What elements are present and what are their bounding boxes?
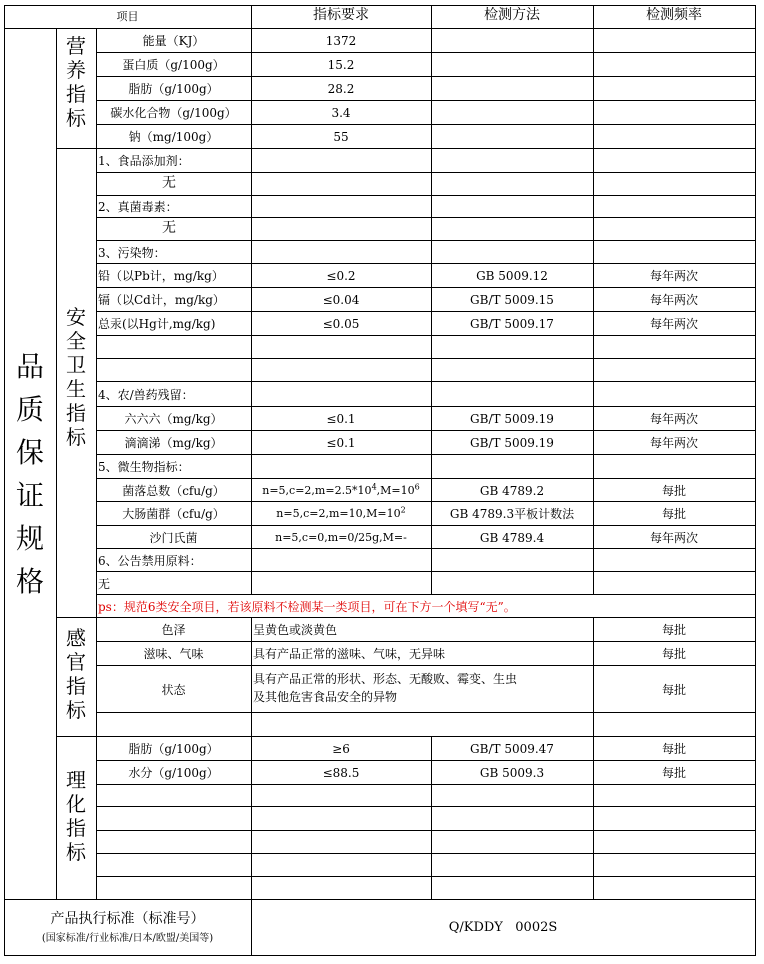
contaminant-method: GB/T 5009.15: [470, 293, 554, 307]
header-line: [4, 28, 755, 29]
column-divider: [431, 525, 432, 548]
physchem-frequency: 每批: [661, 766, 686, 780]
residue-item: 六六六（mg/kg）: [124, 412, 223, 426]
column-divider: [251, 381, 252, 406]
residue-requirement: ≤0.1: [326, 412, 356, 426]
column-divider: [251, 478, 252, 501]
column-divider: [593, 501, 594, 525]
header-method: 检测方法: [484, 7, 540, 23]
column-divider: [251, 148, 252, 172]
border-left: [4, 5, 5, 955]
nutrition-item: 蛋白质（g/100g）: [122, 58, 225, 72]
column-divider: [251, 617, 252, 641]
nutrition-end: [56, 148, 755, 149]
column-divider: [251, 548, 252, 571]
micro-frequency: 每批: [661, 507, 686, 521]
column-divider: [431, 853, 432, 876]
column-divider: [593, 172, 594, 195]
column-divider: [593, 406, 594, 430]
column-divider: [431, 148, 432, 172]
column-divider: [431, 287, 432, 311]
row-line: [96, 760, 755, 761]
column-divider: [431, 381, 432, 406]
column-divider: [593, 665, 594, 712]
section-title-contaminants: 3、污染物：: [98, 245, 166, 260]
nutrition-item: 脂肪（g/100g）: [128, 82, 219, 96]
sensory-requirement-line2: 及其他危害食品安全的异物: [253, 690, 398, 704]
column-divider: [431, 358, 432, 381]
physchem-method: GB 5009.3: [479, 766, 545, 780]
micro-requirement: n=5,c=0,m=0/25g,M=-: [275, 530, 407, 544]
row-line: [96, 335, 755, 336]
column-divider: [593, 381, 594, 406]
column-divider: [431, 124, 432, 148]
row-line: [96, 594, 755, 595]
column-divider: [251, 76, 252, 100]
column-divider: [251, 430, 252, 454]
sensory-requirement-line1: 具有产品正常的形状、形态、无酸败、霉变、生虫: [253, 672, 518, 686]
row-line: [96, 641, 755, 642]
column-divider: [593, 853, 594, 876]
micro-method: GB 4789.2: [479, 483, 545, 498]
footer-sublabel: (国家标准/行业标准/日本/欧盟/美国等): [41, 933, 214, 944]
contaminant-requirement: ≤0.05: [322, 317, 360, 331]
column-divider: [431, 736, 432, 760]
column-divider: [251, 406, 252, 430]
column-divider: [593, 52, 594, 76]
row-line: [96, 76, 755, 77]
column-divider: [431, 806, 432, 830]
column-divider: [431, 830, 432, 853]
sensory-item: 滋味、气味: [143, 647, 204, 661]
column-divider: [593, 100, 594, 124]
physchem-item: 水分（g/100g）: [128, 766, 219, 780]
column-divider: [431, 263, 432, 287]
micro-item: 大肠菌群（cfu/g）: [122, 507, 225, 521]
contaminant-frequency: 每年两次: [649, 269, 698, 283]
row-line: [96, 853, 755, 854]
section-title-mycotoxins: 2、真菌毒素：: [98, 200, 178, 214]
header-requirement: 指标要求: [313, 7, 369, 23]
column-divider: [593, 736, 594, 760]
nutrition-requirement: 28.2: [327, 82, 355, 96]
micro-frequency: 每批: [661, 483, 686, 498]
column-divider: [251, 195, 252, 217]
sensory-item: 状态: [161, 682, 186, 697]
column-divider: [431, 876, 432, 899]
column-divider: [431, 28, 432, 52]
column-divider: [251, 641, 252, 665]
column-divider: [251, 124, 252, 148]
sensory-frequency: 每批: [661, 647, 686, 661]
sensory-requirement: 具有产品正常的滋味、气味，无异味: [253, 647, 446, 661]
contaminant-method: GB/T 5009.17: [470, 317, 554, 331]
row-line: [96, 454, 755, 455]
sensory-item: 色泽: [161, 623, 186, 637]
contaminant-method: GB 5009.12: [476, 269, 548, 283]
column-divider: [593, 430, 594, 454]
header-divider: [593, 5, 594, 28]
column-divider: [431, 454, 432, 478]
column-divider: [593, 641, 594, 665]
column-divider: [251, 311, 252, 335]
row-line: [96, 381, 755, 382]
micro-requirement: $n=5,c=2,m=10,M=10^2$: [276, 505, 406, 520]
column-divider: [251, 876, 252, 899]
sensory-frequency: 每批: [661, 682, 686, 697]
contaminant-item: 铅（以Pb计，mg/kg）: [98, 269, 224, 283]
nutrition-requirement: 3.4: [331, 106, 351, 120]
column-divider: [251, 501, 252, 525]
column-divider: [431, 311, 432, 335]
row-line: [96, 525, 755, 526]
category-main: 品质保证规格: [15, 350, 44, 598]
nutrition-requirement: 55: [333, 130, 349, 144]
column-divider: [251, 712, 252, 736]
row-line: [96, 311, 755, 312]
column-divider: [593, 311, 594, 335]
column-divider: [593, 571, 594, 594]
category-physchem: 理化指标: [66, 768, 86, 864]
micro-method: GB 4789.4: [479, 530, 545, 545]
nutrition-item: 钠（mg/100g）: [128, 130, 219, 144]
column-divider: [593, 784, 594, 806]
row-line: [96, 287, 755, 288]
micro-frequency: 每年两次: [649, 530, 698, 545]
column-divider: [431, 548, 432, 571]
column-divider: [593, 217, 594, 240]
sensory-end: [56, 736, 755, 737]
column-divider: [593, 263, 594, 287]
footer-label: 产品执行标准（标准号）: [50, 911, 205, 927]
section-title-microbes: 5、微生物指标：: [98, 460, 190, 474]
column-divider: [251, 52, 252, 76]
physchem-method: GB/T 5009.47: [470, 742, 554, 756]
row-line: [96, 124, 755, 125]
row-line: [96, 478, 755, 479]
border-right: [755, 5, 756, 956]
column-divider: [251, 172, 252, 195]
column-divider: [251, 454, 252, 478]
column-divider: [593, 525, 594, 548]
column-divider: [431, 100, 432, 124]
row-line: [96, 712, 755, 713]
column-divider: [593, 548, 594, 571]
residue-frequency: 每年两次: [649, 436, 698, 450]
category-nutrition: 营养指标: [66, 34, 86, 130]
contaminant-item: 镉（以Cd计，mg/kg）: [98, 293, 225, 307]
column-divider: [593, 712, 594, 736]
column-divider: [593, 240, 594, 263]
safety-note: ps：规范6类安全项目，若该原料不检测某一类项目，可在下方一个填写“无”。: [98, 599, 516, 614]
header-divider: [431, 5, 432, 28]
residue-method: GB/T 5009.19: [470, 436, 554, 450]
column-divider: [431, 217, 432, 240]
border-bottom: [4, 955, 756, 956]
column-divider: [251, 760, 252, 784]
column-divider: [431, 240, 432, 263]
column-divider: [593, 358, 594, 381]
footer-line: [4, 899, 755, 900]
column-divider: [251, 665, 252, 712]
column-divider: [593, 806, 594, 830]
column-divider: [251, 263, 252, 287]
row-line: [96, 571, 755, 572]
micro-item: 菌落总数（cfu/g）: [122, 483, 225, 498]
physchem-requirement: ≥6: [332, 742, 350, 756]
column-divider: [251, 736, 252, 760]
category-divider: [96, 28, 97, 899]
row-line: [96, 501, 755, 502]
additives-value: 无: [162, 175, 176, 191]
section-title-residues: 4、农/兽药残留：: [98, 387, 194, 402]
column-divider: [431, 195, 432, 217]
micro-requirement: $n=5,c=2,m=2.5*10^4,M=10^6$: [262, 481, 420, 497]
micro-item: 沙门氏菌: [149, 530, 198, 545]
contaminant-frequency: 每年两次: [649, 317, 698, 331]
row-line: [96, 263, 755, 264]
column-divider: [593, 454, 594, 478]
micro-method: GB 4789.3平板计数法: [449, 507, 575, 521]
column-divider: [593, 124, 594, 148]
column-divider: [251, 240, 252, 263]
row-line: [96, 217, 755, 218]
residue-method: GB/T 5009.19: [470, 412, 554, 426]
column-divider: [431, 406, 432, 430]
row-line: [96, 806, 755, 807]
header-item: 项目: [116, 10, 139, 23]
physchem-requirement: ≤88.5: [322, 766, 360, 780]
column-divider: [593, 617, 594, 641]
contaminant-frequency: 每年两次: [649, 293, 698, 307]
row-line: [96, 195, 755, 196]
column-divider: [251, 806, 252, 830]
row-line: [96, 52, 755, 53]
residue-item: 滴滴涕（mg/kg）: [124, 436, 223, 450]
column-divider: [431, 335, 432, 358]
column-divider: [593, 148, 594, 172]
column-divider: [251, 287, 252, 311]
row-line: [96, 240, 755, 241]
column-divider: [251, 217, 252, 240]
mycotoxins-value: 无: [162, 220, 176, 236]
column-divider: [251, 571, 252, 594]
category-sensory: 感官指标: [66, 626, 86, 722]
category-divider: [56, 28, 57, 899]
column-divider: [431, 760, 432, 784]
sensory-requirement: 呈黄色或淡黄色: [253, 623, 338, 637]
column-divider: [593, 76, 594, 100]
contaminant-requirement: ≤0.04: [322, 293, 360, 307]
column-divider: [593, 760, 594, 784]
column-divider: [431, 501, 432, 525]
physchem-item: 脂肪（g/100g）: [128, 742, 219, 756]
category-safety: 安全卫生指标: [66, 305, 86, 449]
column-divider: [431, 430, 432, 454]
safety-end: [56, 617, 755, 618]
row-line: [96, 406, 755, 407]
border-top: [4, 5, 756, 6]
column-divider: [431, 571, 432, 594]
column-divider: [251, 335, 252, 358]
residue-requirement: ≤0.1: [326, 436, 356, 450]
column-divider: [251, 784, 252, 806]
column-divider: [251, 853, 252, 876]
contaminant-item: 总汞(以Hg计,mg/kg): [98, 317, 216, 331]
column-divider: [431, 76, 432, 100]
row-line: [96, 358, 755, 359]
physchem-frequency: 每批: [661, 742, 686, 756]
header-frequency: 检测频率: [646, 7, 702, 23]
column-divider: [431, 52, 432, 76]
row-line: [96, 665, 755, 666]
banned-value: 无: [98, 576, 111, 591]
column-divider: [251, 100, 252, 124]
column-divider: [251, 358, 252, 381]
row-line: [96, 172, 755, 173]
row-line: [96, 830, 755, 831]
column-divider: [593, 478, 594, 501]
column-divider: [593, 830, 594, 853]
column-divider: [251, 28, 252, 52]
row-line: [96, 876, 755, 877]
column-divider: [431, 172, 432, 195]
row-line: [96, 784, 755, 785]
nutrition-item: 能量（KJ）: [142, 34, 205, 48]
row-line: [96, 430, 755, 431]
column-divider: [593, 195, 594, 217]
contaminant-requirement: ≤0.2: [326, 269, 356, 283]
column-divider: [593, 335, 594, 358]
residue-frequency: 每年两次: [649, 412, 698, 426]
section-title-additives: 1、食品添加剂：: [98, 154, 190, 168]
nutrition-requirement: 1372: [325, 34, 357, 48]
row-line: [96, 548, 755, 549]
column-divider: [431, 478, 432, 501]
section-title-banned: 6、公告禁用原料：: [98, 553, 202, 568]
column-divider: [431, 784, 432, 806]
sensory-frequency: 每批: [661, 623, 686, 637]
column-divider: [593, 287, 594, 311]
row-line: [96, 100, 755, 101]
column-divider: [593, 28, 594, 52]
nutrition-item: 碳水化合物（g/100g）: [110, 106, 237, 120]
column-divider: [251, 830, 252, 853]
column-divider: [593, 876, 594, 899]
nutrition-requirement: 15.2: [327, 58, 355, 72]
footer-standard-value: Q/KDDY 0002S: [448, 920, 558, 935]
column-divider: [251, 525, 252, 548]
header-divider: [251, 5, 252, 28]
